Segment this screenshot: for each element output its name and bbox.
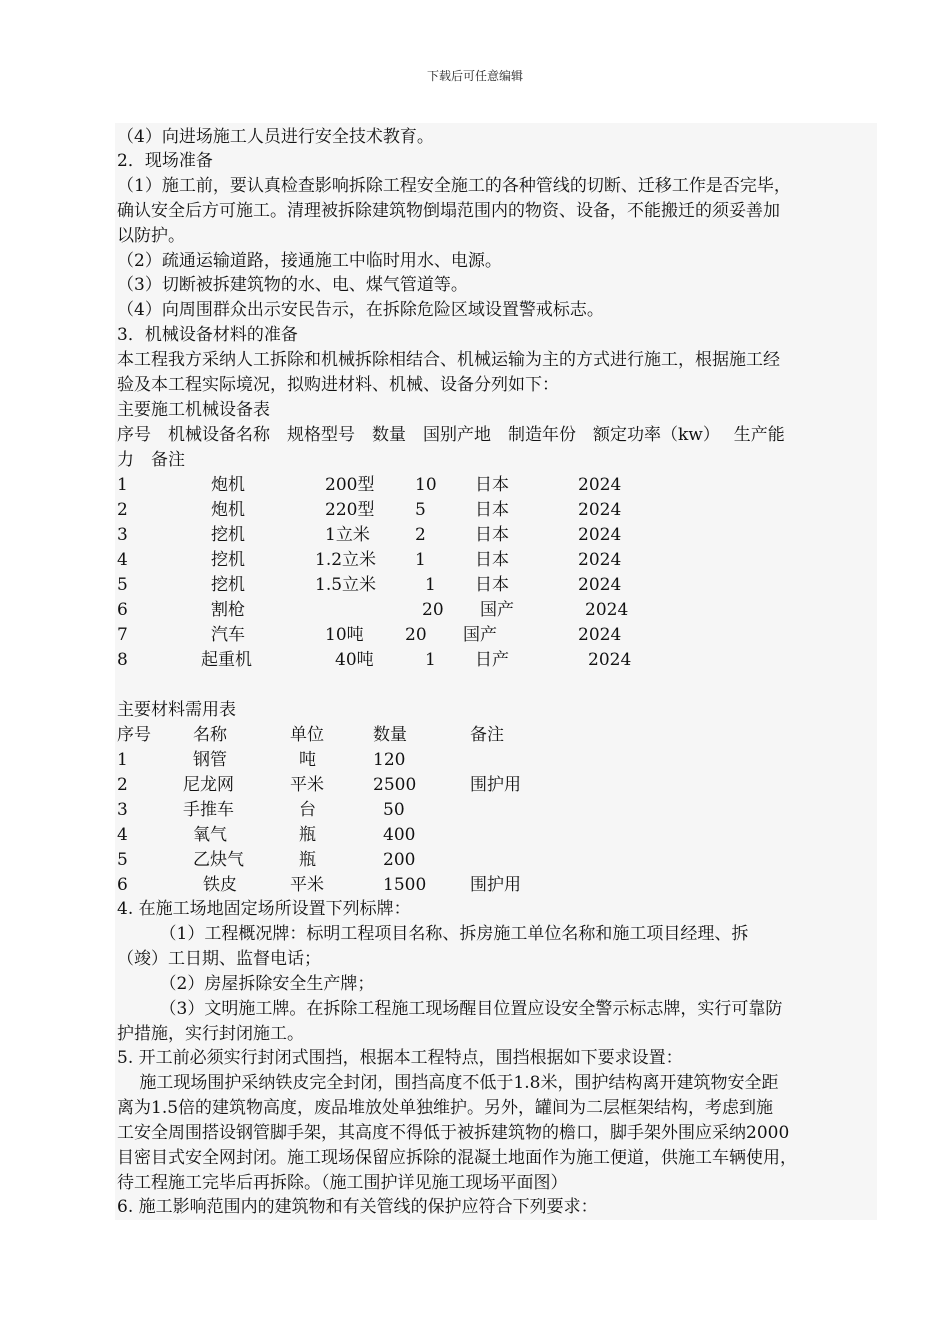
cell-origin: 日本	[475, 575, 509, 595]
text-line: 验及本工程实际境况，拟购进材料、机械、设备分列如下：	[117, 375, 559, 395]
header-no: 序号	[117, 725, 151, 745]
cell-name: 乙炔气	[193, 850, 244, 870]
table-header: 序号 机械设备名称 规格型号 数量 国别产地 制造年份 额定功率（kw） 生产能	[117, 425, 785, 445]
cell-qty: 2	[415, 525, 426, 545]
header-note: 备注	[470, 725, 504, 745]
cell-origin: 日产	[475, 650, 509, 670]
cell-qty: 400	[383, 825, 416, 845]
section-heading: 4. 在施工场地固定场所设置下列标牌：	[117, 899, 411, 919]
cell-year: 2024	[578, 575, 622, 595]
cell-origin: 国产	[463, 625, 497, 645]
cell-name: 挖机	[211, 550, 245, 570]
cell-unit: 瓶	[299, 825, 316, 845]
cell-spec: 220型	[325, 500, 375, 520]
cell-name: 炮机	[211, 500, 245, 520]
cell-qty: 1	[415, 550, 426, 570]
cell-no: 3	[117, 525, 128, 545]
cell-no: 2	[117, 500, 128, 520]
cell-origin: 日本	[475, 500, 509, 520]
text-line: 以防护。	[117, 226, 185, 246]
cell-no: 1	[117, 750, 128, 770]
cell-note: 围护用	[470, 875, 521, 895]
text-line: （2）疏通运输道路，接通施工中临时用水、电源。	[117, 251, 502, 271]
text-line: 本工程我方采纳人工拆除和机械拆除相结合、机械运输为主的方式进行施工，根据施工经	[117, 350, 780, 370]
text-line: 施工现场围护采纳铁皮完全封闭，围挡高度不低于1.8米，围护结构离开建筑物安全距	[117, 1073, 779, 1093]
cell-spec: 1立米	[325, 525, 370, 545]
cell-no: 5	[117, 575, 128, 595]
text-line: 目密目式安全网封闭。施工现场保留应拆除的混凝土地面作为施工便道，供施工车辆使用，	[117, 1148, 797, 1168]
text-line: 工安全周围搭设钢管脚手架，其高度不得低于被拆建筑物的檐口，脚手架外围应采纳2000	[117, 1123, 790, 1143]
section-heading: 2．现场准备	[117, 151, 213, 171]
cell-year: 2024	[578, 525, 622, 545]
cell-spec: 1.5立米	[315, 575, 377, 595]
text-line: 确认安全后方可施工。清理被拆除建筑物倒塌范围内的物资、设备，不能搬迁的须妥善加	[117, 201, 780, 221]
cell-no: 4	[117, 550, 128, 570]
cell-name: 尼龙网	[183, 775, 234, 795]
cell-qty: 5	[415, 500, 426, 520]
cell-spec: 200型	[325, 475, 375, 495]
cell-name: 手推车	[183, 800, 234, 820]
cell-year: 2024	[578, 550, 622, 570]
cell-no: 5	[117, 850, 128, 870]
cell-spec: 40吨	[335, 650, 374, 670]
cell-year: 2024	[578, 500, 622, 520]
table-header: 力 备注	[117, 450, 185, 470]
cell-year: 2024	[578, 475, 622, 495]
cell-no: 2	[117, 775, 128, 795]
cell-origin: 日本	[475, 475, 509, 495]
text-line: 待工程施工完毕后再拆除。（施工围护详见施工现场平面图）	[117, 1173, 568, 1193]
cell-no: 6	[117, 600, 128, 620]
cell-no: 8	[117, 650, 128, 670]
cell-name: 炮机	[211, 475, 245, 495]
text-line: （3）切断被拆建筑物的水、电、煤气管道等。	[117, 275, 468, 295]
cell-qty: 10	[415, 475, 437, 495]
cell-name: 钢管	[193, 750, 227, 770]
table-title: 主要施工机械设备表	[117, 400, 270, 420]
cell-no: 7	[117, 625, 128, 645]
cell-year: 2024	[588, 650, 632, 670]
section-heading: 3．机械设备材料的准备	[117, 325, 298, 345]
cell-name: 起重机	[201, 650, 252, 670]
header-qty: 数量	[373, 725, 407, 745]
text-line: （3）文明施工牌。在拆除工程施工现场醒目位置应设安全警示标志牌，实行可靠防	[117, 999, 783, 1019]
cell-qty: 2500	[373, 775, 417, 795]
cell-no: 3	[117, 800, 128, 820]
cell-unit: 台	[299, 800, 316, 820]
cell-year: 2024	[578, 625, 622, 645]
header-unit: 单位	[290, 725, 324, 745]
cell-no: 6	[117, 875, 128, 895]
cell-spec: 1.2立米	[315, 550, 377, 570]
document-body	[115, 123, 877, 1220]
cell-name: 氧气	[193, 825, 227, 845]
cell-unit: 瓶	[299, 850, 316, 870]
header-name: 名称	[193, 725, 227, 745]
cell-no: 4	[117, 825, 128, 845]
text-line: （竣）工日期、监督电话；	[117, 949, 321, 969]
cell-qty: 50	[383, 800, 405, 820]
cell-year: 2024	[585, 600, 629, 620]
text-line: （1）工程概况牌：标明工程项目名称、拆房施工单位名称和施工项目经理、拆	[117, 924, 749, 944]
cell-origin: 国产	[480, 600, 514, 620]
cell-qty: 20	[405, 625, 427, 645]
cell-qty: 20	[422, 600, 444, 620]
table-title: 主要材料需用表	[117, 700, 236, 720]
text-line: 离为1.5倍的建筑物高度，废品堆放处单独维护。另外，罐间为二层框架结构，考虑到施	[117, 1098, 774, 1118]
section-heading: 6. 施工影响范围内的建筑物和有关管线的保护应符合下列要求：	[117, 1197, 598, 1217]
cell-name: 铁皮	[203, 875, 237, 895]
text-line: （4）向周围群众出示安民告示，在拆除危险区域设置警戒标志。	[117, 300, 604, 320]
cell-qty: 1500	[383, 875, 427, 895]
cell-qty: 1	[425, 650, 436, 670]
cell-name: 挖机	[211, 525, 245, 545]
cell-origin: 日本	[475, 550, 509, 570]
cell-qty: 120	[373, 750, 406, 770]
cell-note: 围护用	[470, 775, 521, 795]
page-header: 下载后可任意编辑	[426, 69, 523, 83]
cell-unit: 吨	[299, 750, 316, 770]
cell-name: 汽车	[211, 625, 245, 645]
section-heading: 5. 开工前必须实行封闭式围挡，根据本工程特点，围挡根据如下要求设置：	[117, 1048, 683, 1068]
cell-unit: 平米	[290, 875, 324, 895]
cell-qty: 1	[425, 575, 436, 595]
text-line: （4）向进场施工人员进行安全技术教育。	[117, 127, 434, 147]
cell-origin: 日本	[475, 525, 509, 545]
text-line: （2）房屋拆除安全生产牌；	[117, 974, 375, 994]
cell-name: 挖机	[211, 575, 245, 595]
text-line: 护措施，实行封闭施工。	[117, 1024, 304, 1044]
text-line: （1）施工前，要认真检查影响拆除工程安全施工的各种管线的切断、迁移工作是否完毕，	[117, 176, 791, 196]
cell-no: 1	[117, 475, 128, 495]
cell-name: 割枪	[211, 600, 245, 620]
cell-unit: 平米	[290, 775, 324, 795]
cell-qty: 200	[383, 850, 416, 870]
cell-spec: 10吨	[325, 625, 364, 645]
